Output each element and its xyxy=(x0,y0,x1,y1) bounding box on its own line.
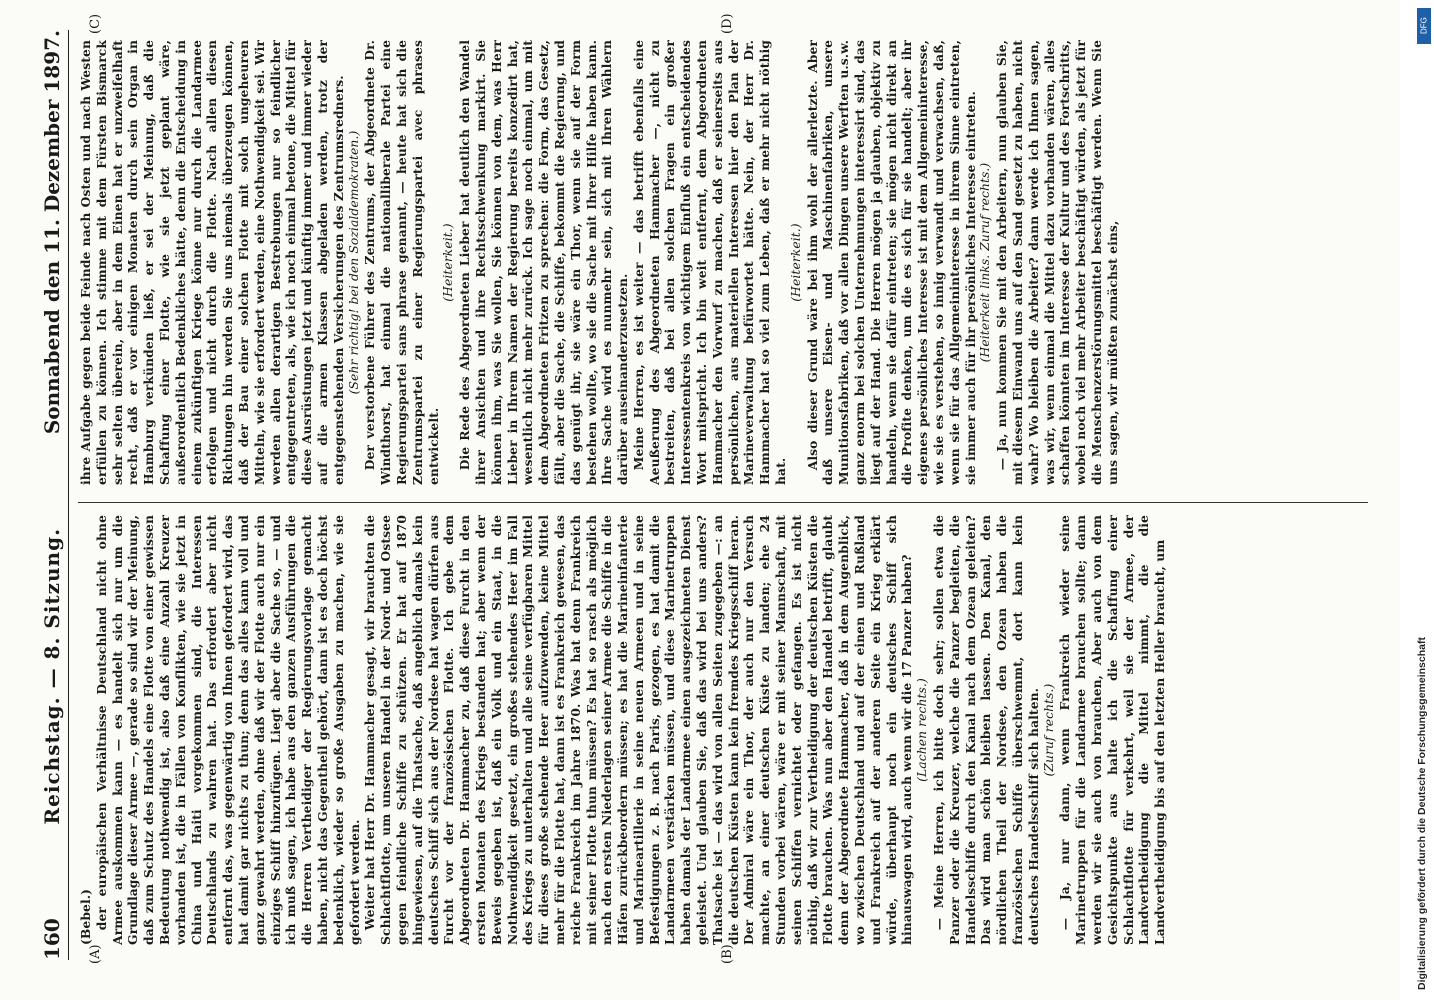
left-column xyxy=(78,515,1368,945)
left-paragraph: — Ja, nur dann, wenn Frankreich wieder seine Marinetruppen für die Landarmee brauchen sollte; dann werden wir sie auch von brauchen, Aber auch von dem Gesichtspunkte aus halte ich die Schaffung einer Schlachtflotte für verkehrt, weil sie der Armee, der Landvertheidigung die Mittel nimmt, die die Landvertheidigung bis auf den letzten Heller braucht, um xyxy=(1057,515,1168,945)
right-column xyxy=(78,40,1368,485)
digitization-note-text: Digitalisierung gefördert durch die Deutsche Forschungsgemeinschaft xyxy=(1416,637,1428,990)
right-paragraph: — Ja, nun kommen Sie mit den Arbeitern, nun glauben Sie, mit diesem Einwand uns auf den Sand gesetzt zu haben, nicht wahr? Wo bleiben die Arbeiter? dann werde ich Ihnen sagen, was wir, wenn einmal die Mittel dazu vorhanden wären, alles schaffen könnten im Interesse der Kultur und des Fortschritts, wobei noch viel mehr Arbeiter beschäftigt würden, als jetzt für die Menschenzerstörungsmittel beschäftigt werden. Wenn Sie uns sagen, wir müßten zunächst eins, xyxy=(994,40,1120,485)
right-paragraph: ihre Aufgabe gegen beide Feinde nach Osten und nach Westen erfüllen zu können. Ich stimme mit dem Fürsten Bismarck sehr selten überein, aber in dem Einen hat er unzweifelhaft recht, daß er vor einigen Monaten durch sein Organ in Hamburg verkünden ließ, er sei der Meinung, daß die Schaffung einer Flotte, wie sie jetzt geplant wäre, außerordentlich Bedenkliches hätte, denn die Entscheidung in einem zukünftigen Kriege könne nur durch die Landarmee erfolgen und nicht durch die Flotte. Nach allen diesen Richtungen hin werden Sie uns niemals überzeugen können, daß der Bau einer solchen Flotte mit solch ungeheuren Mitteln, wie sie erfordert werden, eine Nothwendigkeit sei. Wir werden allen derartigen Bestrebungen nur so feindlicher entgegentreten, als, wie ich noch einmal betone, die Mittel für diese Ausrüstungen jetzt und künftig immer und immer wieder auf die armen Klassen abgeladen werden, trotz der entgegenstehenden Versicherungen des Zentrumsredners. xyxy=(78,40,346,485)
right-paragraph: Meine Herren, es ist weiter — das betrifft ebenfalls eine Aeußerung des Abgeordneten Hammacher —, nicht zu bestreiten, daß bei allen solchen Fragen ein großer Interessentenkreis von wichtigem Einfluß ein entscheidendes Wort mitspricht. Ich bin weit entfernt, dem Abgeordneten Hammacher den Vorwurf zu machen, daß er seinerseits aus persönlichen, aus materiellen Interessen hier den Plan der Marineverwaltung befürwortet hätte. Nein, der Herr Dr. Hammacher hat so viel zum Leben, daß er mehr nicht nöthig hat. xyxy=(630,40,789,485)
margin-marker-c: (C) xyxy=(88,13,103,34)
column-divider xyxy=(78,502,1368,503)
interjection: (Sehr richtig! bei den Sozialdemokraten.) xyxy=(346,130,361,395)
left-paragraph: Weiter hat Herr Dr. Hammacher gesagt, wir brauchten die Schlachtflotte, um unseren Handel in der Nord- und Ostsee gegen feindliche Schiffe zu schützen. Er hat auf 1870 hingewiesen, auf die Thatsache, daß angeblich damals kein deutsches Schiff sich aus der Nordsee hat wagen dürfen aus Furcht vor der französischen Flotte. Ich gebe dem Abgeordneten Dr. Hammacher zu, daß diese Furcht in den ersten Monaten des Kriegs bestanden hat; aber wenn der Beweis gegeben ist, daß ein Volk und ein Staat, in die Nothwendigkeit gesetzt, ein großes stehendes Heer im Fall des Kriegs zu unterhalten und alle seine verfügbaren Mittel für dieses große stehende Heer aufzuwenden, keine Mittel mehr für die Flotte hat, dann ist es Frankreich gewesen, das reiche Frankreich im Jahre 1870. Was hat denn Frankreich mit seiner Flotte thun müssen? Es hat so rasch als möglich nach den ersten Niederlagen seiner Armee die Schiffe in die Häfen zurückbeordern müssen; es hat die Marineinfanterie und Marineartillerie in seine neuen Armeen und in seine Befestigungen z. B. nach Paris, gezogen, es hat damit die Landarmeen verstärken müssen, und diese Marinetruppen haben damals der Landarmee einen ausgezeichneten Dienst geleistet. Und glauben Sie, daß das wird bei uns anders? Thatsache ist — das wird von allen Seiten zugegeben —: an die deutschen Küsten kann kein fremdes Kriegsschiff heran. Der Admiral wäre ein Thor, der auch nur den Versuch machte, an einer deutschen Küste zu landen; ehe 24 Stunden vorbei wären, wäre er mit seiner Mannschaft, mit seinen Schiffen vernichtet oder gefangen. Es ist nicht nöthig, daß wir zur Vertheidigung der deutschen Küsten die Flotte brauchen. Was nun aber den Handel betrifft, glaubt denn der Abgeordnete Hammacher, daß in dem Augenblick, wo zwischen Deutschland und auf der einen und Rußland und Frankreich auf der anderen Seite ein Krieg erklärt würde, überhaupt noch ein deutsches Schiff sich hinauswagen wird, auch wenn wir die 17 Panzer haben? xyxy=(362,515,915,945)
session-title: Reichstag. — 8. Sitzung. xyxy=(40,527,64,825)
page-number: 160 xyxy=(40,918,64,960)
interjection: (Lachen rechts.) xyxy=(915,678,930,782)
margin-marker-b: (B) xyxy=(720,944,735,964)
interjection: (Zuruf rechts.) xyxy=(1041,683,1056,777)
margin-marker-d: (D) xyxy=(720,13,735,34)
left-paragraph: der europäischen Verhältnisse Deutschland nicht ohne Armee auskommen kann — es handelt sich nur um die Grundlage dieser Armee —, gerade so sind wir der Meinung, daß zum Schutz des Handels eine Flotte von einer gewissen Bedeutung nothwendig ist, also daß eine Anzahl Kreuzer vorhanden ist, die in Fällen von Konflikten, wie sie jetzt in China und Haiti vorgekommen sind, die Interessen Deutschlands zu wahren hat. Das erfordert aber nicht entfernt das, was gegenwärtig von Ihnen gefordert wird, das hat damit gar nichts zu thun; denn das alles kann voll und ganz gewahrt werden, ohne daß wir der Flotte auch nur ein einziges Schiff hinzufügen. Liegt aber die Sache so, — und ich muß sagen, ich habe aus den ganzen Ausführungen die die Herren Vertheidiger der Regierungsvorlage gemacht haben, nicht das Gegentheil gehört, dann ist es doch höchst bedenklich, wieder so große Ausgaben zu machen, wie sie gefordert werden. xyxy=(93,515,362,945)
right-paragraph: Also dieser Grund wäre bei ihm wohl der allerletzte. Aber daß unsere Eisen- und Maschinenfabriken, unsere Munitionsfabriken, daß vor allen Dingen unsere Werften u.s.w. ganz enorm bei solchen Unternehmungen interessirt sind, das liegt auf der Hand. Die Herren mögen ja glauben, objektiv zu handeln, wenn sie dafür eintreten; sie mögen nicht direkt an die Profite denken, um die es sich für sie handelt; aber ihr eigenes persönliches Interesse ist mit dem Allgemeininteresse, wie sie es verstehen, so innig verwandt und verwachsen, daß, wenn sie für das Allgemeininteresse in ihrem Sinne eintreten, sie immer auch für ihr persönliches Interesse eintreten. xyxy=(804,40,978,485)
session-date: Sonnabend den 11. Dezember 1897. xyxy=(40,30,64,435)
right-paragraph: Die Rede des Abgeordneten Lieber hat deutlich den Wandel ihrer Ansichten und ihre Rechtsschwenkung markirt. Sie können ihm, was Sie wollen, Sie können von dem, was Herr Lieber in Ihrem Namen der Regierung bereits konzedirt hat, wesentlich nicht mehr zurück. Ich sage noch einmal, um mit dem Abgeordneten Fritzen zu sprechen: die Form, das Gesetz, fällt, aber die Sache, die Schiffe, bekommt die Regierung, und das genügt ihr, sie wäre ein Thor, wenn sie auf der Form bestehen wollte, wo sie die Sache mit Ihrer Hilfe haben kann. Ihre Sache wird es nunmehr sein, sich mit Ihren Wählern darüber auseinanderzusetzen. xyxy=(457,40,631,485)
interjection: (Heiterkeit.) xyxy=(441,223,456,302)
interjection: (Heiterkeit links. Zuruf rechts.) xyxy=(978,162,993,363)
page-header xyxy=(40,30,69,960)
margin-marker-a: (A) xyxy=(88,944,103,964)
dfg-logo: DFG xyxy=(1417,8,1431,44)
right-paragraph: Der verstorbene Führer des Zentrums, der Abgeordnete Dr. Windthorst, hat einmal die nationalliberale Partei eine Regierungspartei sans phrase genannt, — heute hat sich die Zentrumspartei zu einer Regierungspartei avec phrases entwickelt. xyxy=(362,40,441,485)
digitization-note xyxy=(1416,10,1430,990)
interjection: (Heiterkeit.) xyxy=(788,223,803,302)
left-paragraph: — Meine Herren, ich bitte doch sehr; sollen etwa die Panzer oder die Kreuzer, welche die Panzer begleiten, die Handelsschiffe durch den Kanal nach dem Ozean geleiten? Das wird man schön bleiben lassen. Den Kanal, den nördlichen Theil der Nordsee, den Ozean haben die französischen Schiffe überschwemmt, dort kann kein deutsches Handelsschiff sich halten. xyxy=(931,515,1041,945)
speaker-label: (Bebel.) xyxy=(78,888,93,945)
